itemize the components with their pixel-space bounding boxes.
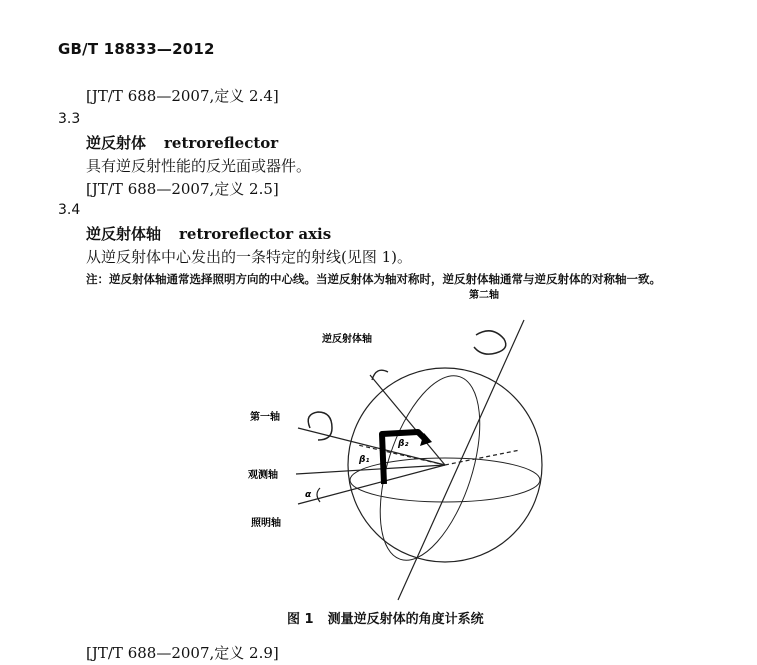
- term-en: retroreflector: [164, 134, 279, 152]
- illumination-axis-line: [298, 465, 445, 504]
- figure-number: 图 1: [287, 612, 314, 627]
- second-axis-rotation-icon: [474, 331, 506, 354]
- label-beta2: β₂: [398, 439, 409, 449]
- term-cn: 逆反射体: [86, 134, 147, 152]
- term-cn: 逆反射体轴: [86, 225, 162, 243]
- label-beta1: β₁: [359, 455, 370, 465]
- definition-3-4: 从逆反射体中心发出的一条特定的射线(见图 1)。: [86, 248, 413, 266]
- source-reference-2-5: [JT/T 688—2007,定义 2.5]: [86, 180, 279, 198]
- second-axis-line: [398, 320, 524, 600]
- label-second-axis: 第二轴: [469, 290, 499, 301]
- note-3-4: 注：逆反射体轴通常选择照明方向的中心线。当逆反射体为轴对称时，逆反射体轴通常与逆反射体的对称轴一致。: [86, 272, 661, 286]
- standard-code-header: GB/T 18833—2012: [58, 40, 215, 58]
- figure-caption: [287, 608, 484, 627]
- retro-axis-rotation-icon: [372, 370, 388, 380]
- alpha-arc: [317, 488, 320, 502]
- clause-number-3-3: 3.3: [58, 111, 81, 127]
- source-reference-2-4: [JT/T 688—2007,定义 2.4]: [86, 87, 279, 105]
- source-reference-2-9: [JT/T 688—2007,定义 2.9]: [86, 644, 279, 662]
- term-en: retroreflector axis: [179, 225, 332, 243]
- label-alpha: α: [305, 490, 312, 500]
- label-observation-axis: 观测轴: [248, 470, 278, 481]
- label-retro-axis: 逆反射体轴: [322, 334, 372, 345]
- label-first-axis: 第一轴: [250, 412, 280, 423]
- label-illumination-axis: 照明轴: [251, 518, 281, 529]
- dashed-ray-2: [445, 450, 520, 465]
- definition-3-3: 具有逆反射性能的反光面或器件。: [86, 157, 312, 175]
- figure-title: 测量逆反射体的角度计系统: [327, 612, 484, 627]
- clause-number-3-4: 3.4: [58, 202, 81, 218]
